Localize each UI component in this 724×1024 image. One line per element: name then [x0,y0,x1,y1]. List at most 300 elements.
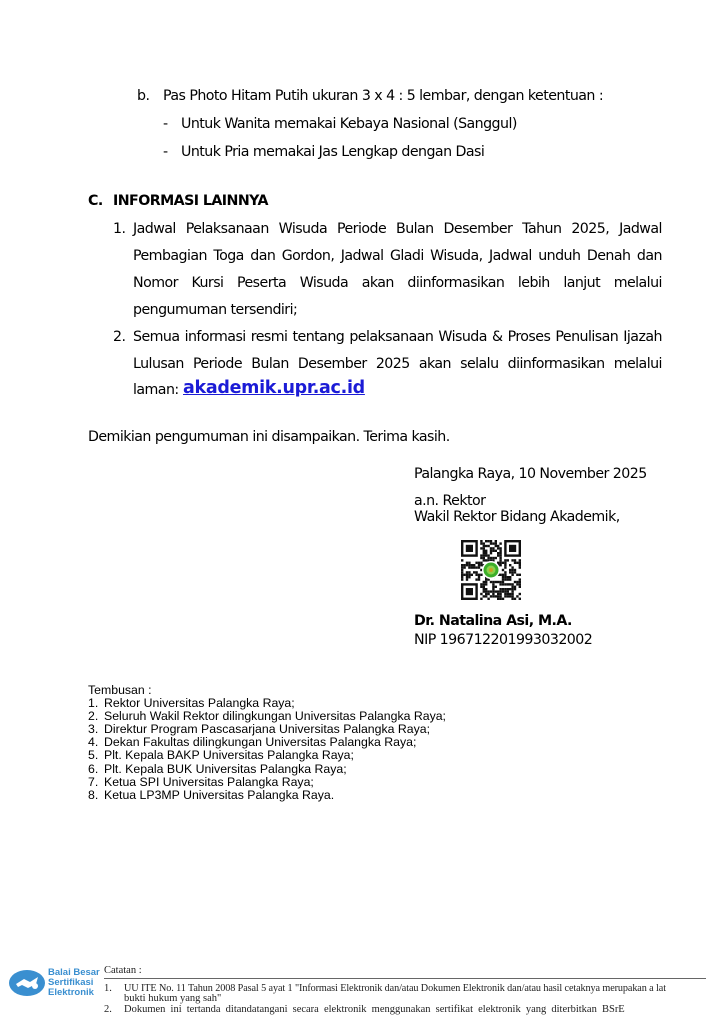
qr-module [468,574,470,576]
word: Jadwal [619,221,662,237]
qr-module [495,586,497,588]
info-item-2-line [133,329,662,345]
info-item-1-line: pengumuman tersendiri; [133,302,298,318]
qr-module [492,550,494,552]
qr-module [511,571,513,573]
qr-module [497,545,499,547]
qr-module [519,578,521,580]
qr-module [509,576,511,578]
word: Nomor [133,275,178,291]
qr-module [499,598,501,600]
qr-module [499,562,501,564]
qr-module [490,590,492,592]
qr-module [499,564,501,566]
qr-module [490,540,492,542]
qr-module [499,547,501,549]
qr-module [463,574,465,576]
qr-module [507,578,509,580]
bsre-logo-line: Elektronik [48,987,94,998]
qr-module [487,593,489,595]
qr-module [499,557,501,559]
qr-module [487,598,489,600]
qr-module [480,547,482,549]
tembusan-item: Ketua LP3MP Universitas Palangka Raya. [104,787,335,802]
qr-module [483,559,485,561]
qr-module [504,595,506,597]
qr-module [478,578,480,580]
info-item-2-prefix: laman: [133,382,179,398]
qr-module [495,550,497,552]
place-date: Palangka Raya, 10 November 2025 [414,466,647,482]
qr-module [485,595,487,597]
word: Desember [297,356,367,372]
qr-module [495,542,497,544]
qr-module [480,583,482,585]
qr-module [499,588,501,590]
qr-module [509,571,511,573]
qr-module [497,554,499,556]
qr-module [475,562,477,564]
tembusan-item-number: 3. [88,722,99,737]
qr-module [480,562,482,564]
qr-module [480,598,482,600]
word: Peserta [237,275,287,291]
qr-module [507,595,509,597]
qr-module [507,583,509,585]
qr-module [483,586,485,588]
qr-module [502,576,504,578]
qr-module [502,574,504,576]
qr-module [492,557,494,559]
item-b-marker: b. [137,88,150,104]
word: Wisuda, [430,248,483,264]
word: 2025, [571,221,610,237]
tembusan-title: Tembusan : [88,683,152,697]
qr-module [475,566,477,568]
qr-module [511,588,513,590]
word: Toga [213,248,244,264]
catatan-title: Catatan : [104,965,142,976]
sub-item-dash: - [163,144,168,160]
qr-module [483,557,485,559]
qr-module [468,562,470,564]
qr-module [511,569,513,571]
qr-module [483,590,485,592]
qr-module [514,581,516,583]
item-b-text: Pas Photo Hitam Putih ukuran 3 x 4 : 5 lembar, dengan ketentuan : [163,88,604,104]
qr-module [485,593,487,595]
qr-module [516,574,518,576]
note-text: UU ITE No. 11 Tahun 2008 Pasal 5 ayat 1 "Informasi Elektronik dan/atau Dokumen Elektronik dan/atau hasil cetaknya merupakan a lat [124,983,666,994]
info-item-number: 2. [113,329,126,345]
note-number: 1. [104,983,112,994]
qr-module [471,566,473,568]
qr-finder [466,588,473,595]
word: akan [361,275,394,291]
qr-module [492,590,494,592]
word: Jadwal [340,248,384,264]
qr-module [480,593,482,595]
qr-module [499,559,501,561]
qr-module [463,566,465,568]
bsre-logo-icon [8,968,46,998]
qr-module [497,598,499,600]
qr-module [497,593,499,595]
qr-module [461,574,463,576]
qr-module [504,574,506,576]
qr-module [480,557,482,559]
tembusan-item: Dekan Fakultas dilingkungan Universitas Palangka Raya; [104,735,417,750]
qr-module [492,583,494,585]
qr-module [490,581,492,583]
qr-module [492,547,494,549]
qr-module [475,571,477,573]
qr-module [487,545,489,547]
word: Desember [443,221,513,237]
footer-divider [104,978,706,979]
qr-module [507,593,509,595]
word: selalu [460,356,499,372]
qr-module [519,574,521,576]
word: Gladi [389,248,424,264]
tembusan-item-number: 2. [88,709,99,724]
qr-module [485,581,487,583]
qr-module [519,598,521,600]
info-item-1-line [133,275,662,291]
qr-module [483,595,485,597]
qr-module [509,583,511,585]
qr-module [499,542,501,544]
tembusan-item-number: 7. [88,774,99,789]
qr-module [511,559,513,561]
qr-module [485,578,487,580]
qr-module [514,598,516,600]
qr-module [483,547,485,549]
university-seal-icon [489,568,493,572]
word: Periode [337,221,387,237]
qr-module [499,581,501,583]
qr-module [487,557,489,559]
qr-module [461,559,463,561]
qr-module [516,581,518,583]
qr-module [509,578,511,580]
qr-module [495,557,497,559]
word: resmi [250,329,288,345]
qr-module [516,595,518,597]
signer-nip: NIP 196712201993032002 [414,632,593,648]
tembusan-item-number: 4. [88,735,99,750]
word: Pembagian [133,248,207,264]
word: diinformasikan [407,275,505,291]
word: Gordon, [281,248,335,264]
qr-module [499,583,501,585]
qr-module [519,586,521,588]
info-item-1-line [133,248,662,264]
qr-module [502,590,504,592]
qr-module [519,562,521,564]
qr-module [466,571,468,573]
tembusan-item-number: 5. [88,748,99,763]
qr-module [483,552,485,554]
sub-item-text: Untuk Pria memakai Jas Lengkap dengan Dasi [181,144,485,160]
section-c-heading: INFORMASI LAINNYA [113,193,268,209]
qr-module [511,566,513,568]
qr-code-signature [461,540,521,600]
word: Periode [192,356,243,372]
info-item-1-line [133,221,662,237]
word: Wisuda [438,329,487,345]
word: Lulusan [133,356,184,372]
qr-module [461,576,463,578]
qr-module [507,576,509,578]
tembusan-item: Plt. Kepala BUK Universitas Palangka Raya; [104,761,347,776]
qr-module [519,566,521,568]
qr-module [473,571,475,573]
qr-module [502,562,504,564]
qr-module [511,593,513,595]
qr-module [487,590,489,592]
info-item-2-line [133,356,662,372]
qr-module [507,590,509,592]
word: Denah [586,248,631,264]
qr-module [490,542,492,544]
qr-module [504,564,506,566]
qr-module [490,550,492,552]
qr-module [478,566,480,568]
qr-module [466,574,468,576]
word: 2025 [375,356,410,372]
qr-module [478,576,480,578]
qr-module [466,576,468,578]
qr-module [514,571,516,573]
word: melalui [613,275,662,291]
qr-module [504,571,506,573]
qr-module [475,578,477,580]
qr-module [519,559,521,561]
qr-module [492,588,494,590]
qr-module [495,581,497,583]
qr-module [502,598,504,600]
info-item-number: 1. [113,221,126,237]
tembusan-item-number: 1. [88,696,99,710]
on-behalf: a.n. Rektor [414,493,486,509]
word: informasi [184,329,246,345]
sub-item-text: Untuk Wanita memakai Kebaya Nasional (Sanggul) [181,116,517,132]
qr-module [492,595,494,597]
qr-module [511,598,513,600]
qr-module [519,593,521,595]
qr-module [495,545,497,547]
word: Semua [133,329,180,345]
qr-module [490,552,492,554]
qr-module [483,550,485,552]
qr-module [509,593,511,595]
qr-module [471,564,473,566]
qr-module [480,540,482,542]
qr-module [497,595,499,597]
qr-module [485,590,487,592]
tembusan-item: Rektor Universitas Palangka Raya; [104,696,295,710]
qr-module [483,554,485,556]
qr-module [485,588,487,590]
qr-module [485,540,487,542]
qr-module [504,583,506,585]
tembusan-item: Plt. Kepala BAKP Universitas Palangka Raya; [104,748,354,763]
note-text: bukti hukum yang sah" [124,993,222,1004]
tembusan-item-number: 8. [88,787,99,802]
qr-module [480,586,482,588]
qr-module [504,590,506,592]
qr-module [514,562,516,564]
qr-finder [466,545,473,552]
qr-module [485,550,487,552]
qr-module [473,564,475,566]
qr-module [483,542,485,544]
qr-module [514,588,516,590]
qr-module [483,583,485,585]
note-number: 2. [104,1004,112,1015]
word: diinformasikan [507,356,605,372]
qr-module [499,550,501,552]
qr-module [461,564,463,566]
qr-module [509,595,511,597]
word: Tahun [522,221,562,237]
qr-module [485,552,487,554]
qr-module [487,554,489,556]
qr-module [473,566,475,568]
qr-module [507,588,509,590]
qr-module [504,576,506,578]
signer-position: Wakil Rektor Bidang Akademik, [414,509,620,525]
word: tentang [292,329,345,345]
qr-module [463,564,465,566]
qr-module [483,545,485,547]
word: akan [418,356,451,372]
qr-module [492,586,494,588]
qr-module [514,559,516,561]
akademik-link[interactable]: akademik.upr.ac.id [183,378,365,398]
qr-module [511,590,513,592]
qr-module [478,564,480,566]
qr-module [485,554,487,556]
qr-module [502,588,504,590]
qr-module [502,581,504,583]
qr-module [502,578,504,580]
qr-module [478,562,480,564]
qr-module [504,562,506,564]
qr-module [497,547,499,549]
qr-module [461,569,463,571]
word: melalui [613,356,662,372]
tembusan-item: Direktur Program Pascasarjana Universitas Palangka Raya; [104,722,431,737]
signer-name: Dr. Natalina Asi, M.A. [414,613,572,629]
word: Pelaksanaan [185,221,269,237]
word: Jadwal [133,221,176,237]
qr-module [499,554,501,556]
word: Bulan [396,221,434,237]
tembusan-item: Ketua SPI Universitas Palangka Raya; [104,774,314,789]
qr-module [468,564,470,566]
word: Proses [507,329,551,345]
word: pelaksanaan [349,329,434,345]
qr-module [504,578,506,580]
word: lebih [517,275,550,291]
qr-module [492,581,494,583]
bsre-logo-line: Sertifikasi [48,977,94,988]
qr-module [499,574,501,576]
qr-module [504,593,506,595]
qr-module [483,588,485,590]
qr-module [499,595,501,597]
bsre-logo-line: Balai Besar [48,967,100,978]
qr-module [466,562,468,564]
word: unduh [538,248,581,264]
qr-module [478,574,480,576]
qr-module [480,564,482,566]
qr-module [480,554,482,556]
qr-module [485,545,487,547]
qr-module [471,574,473,576]
qr-module [507,559,509,561]
qr-module [504,559,506,561]
qr-module [475,574,477,576]
qr-module [480,542,482,544]
qr-finder [509,545,516,552]
qr-module [468,576,470,578]
qr-module [504,588,506,590]
qr-module [497,581,499,583]
qr-module [461,578,463,580]
qr-module [499,552,501,554]
note-text: Dokumen ini tertanda ditandatangani secara elektronik menggunakan sertifikat elektronik yang diterbitkan BSrE [124,1004,625,1015]
qr-module [509,564,511,566]
qr-module [485,559,487,561]
qr-module [511,586,513,588]
qr-module [497,552,499,554]
tembusan-item-number: 6. [88,761,99,776]
word: Ijazah [623,329,662,345]
qr-module [511,595,513,597]
qr-module [466,578,468,580]
tembusan-item: Seluruh Wakil Rektor dilingkungan Universitas Palangka Raya; [104,709,446,724]
qr-module [516,562,518,564]
word: Kursi [191,275,224,291]
qr-module [480,574,482,576]
qr-module [495,540,497,542]
qr-module [499,590,501,592]
qr-module [490,547,492,549]
word: & [491,329,503,345]
qr-module [485,583,487,585]
word: dan [636,248,662,264]
qr-module [490,557,492,559]
qr-module [468,566,470,568]
qr-module [495,595,497,597]
qr-module [492,542,494,544]
qr-module [461,566,463,568]
qr-module [511,583,513,585]
qr-module [519,564,521,566]
qr-module [502,583,504,585]
sub-item-dash: - [163,116,168,132]
qr-module [497,590,499,592]
word: dan [250,248,276,264]
qr-module [483,581,485,583]
word: Penulisan [555,329,619,345]
word: Jadwal [488,248,532,264]
word: lanjut [563,275,601,291]
qr-module [514,569,516,571]
